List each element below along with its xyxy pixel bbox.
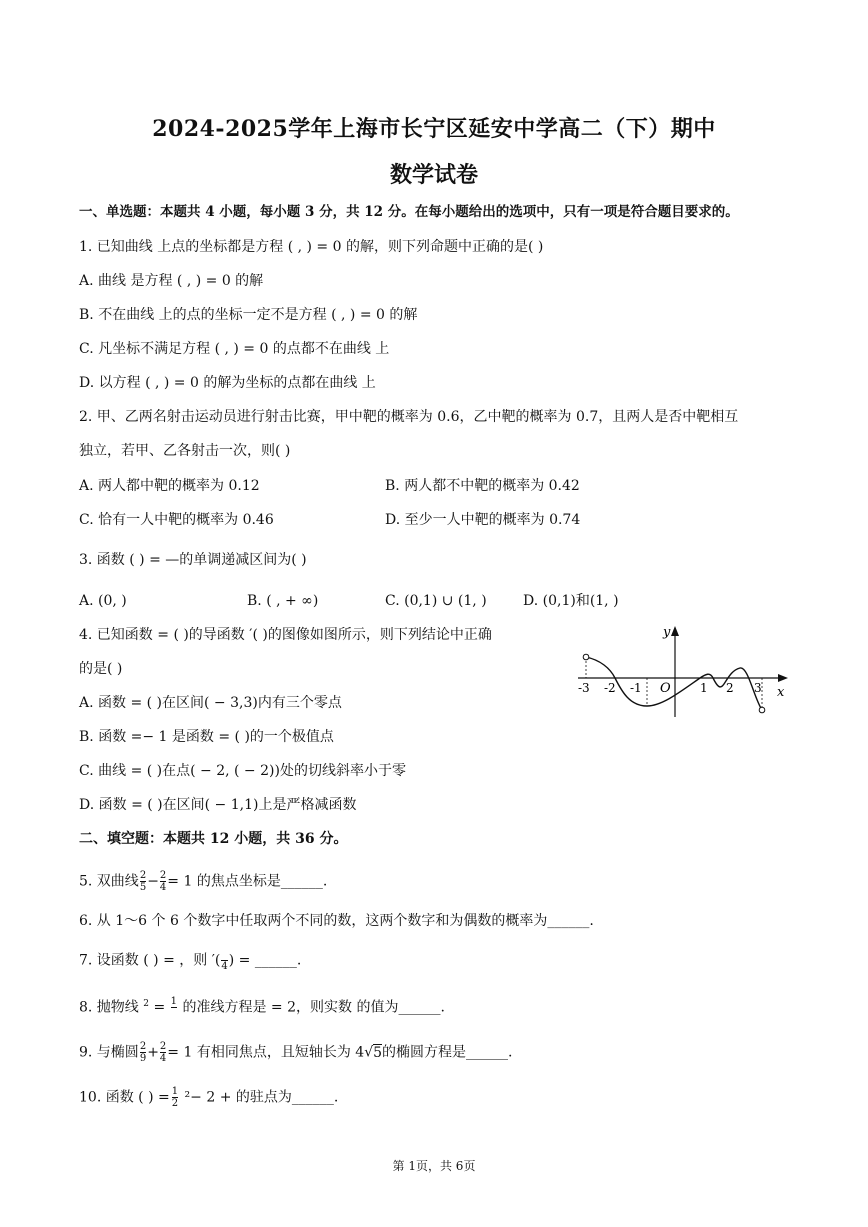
- q4-option-a: A. 函数 = ( )在区间( − 3,3)内有三个零点: [79, 695, 342, 711]
- section2-heading: 二、填空题：本题共 12 小题，共 36 分。: [79, 831, 348, 847]
- y-axis-label: y: [663, 625, 671, 640]
- q4-option-d: D. 函数 = ( )在区间( − 1,1)上是严格减函数: [79, 797, 357, 813]
- q10-post: ²− 2 + 的驻点为______.: [180, 1089, 339, 1106]
- q8-pre: 8. 抛物线: [79, 999, 144, 1016]
- q1-option-c: C. 凡坐标不满足方程 ( , ) = 0 的点都不在曲线 上: [79, 341, 390, 357]
- q9-radicand: 5: [373, 1044, 383, 1061]
- q8-fraction: 1: [171, 996, 177, 1019]
- q8-post: 的准线方程是 = 2，则实数 的值为______.: [178, 999, 445, 1016]
- section1-heading: 一、单选题：本题共 4 小题，每小题 3 分，共 12 分。在每小题给出的选项中，只有一项是符合题目要求的。: [79, 204, 739, 220]
- q4-stem-line2: 的是( ): [79, 661, 123, 677]
- q9-pre: 9. 与椭圆: [79, 1044, 139, 1061]
- q8-equals: =: [149, 999, 170, 1016]
- q2-stem-line1: 2. 甲、乙两名射击运动员进行射击比赛，甲中靶的概率为 0.6，乙中靶的概率为 0.7，且两人是否中靶相互: [79, 409, 739, 425]
- q9: [79, 1041, 513, 1064]
- q7-fraction: 4: [221, 961, 228, 972]
- q2-option-d: D. 至少一人中靶的概率为 0.74: [385, 512, 581, 528]
- q9-post2: 的椭圆方程是______.: [382, 1044, 513, 1061]
- q2-option-b: B. 两人都不中靶的概率为 0.42: [385, 478, 580, 494]
- q8-exponent: 2: [143, 999, 149, 1009]
- origin-label: O: [660, 681, 671, 696]
- tick-label: 1: [700, 681, 708, 695]
- page-subtitle: 数学试卷: [389, 162, 478, 188]
- q9-fraction-2: $\frac{2}{4}$: [159, 1041, 167, 1064]
- q10-pre: 10. 函数 ( ) =: [79, 1089, 170, 1106]
- q5-minus: −: [147, 873, 159, 890]
- q2-option-c: C. 恰有一人中靶的概率为 0.46: [79, 512, 274, 528]
- open-endpoint: [583, 654, 589, 660]
- q2-option-a: A. 两人都中靶的概率为 0.12: [79, 478, 260, 494]
- q8: [79, 994, 445, 1019]
- sqrt-symbol: √: [364, 1044, 374, 1061]
- tick-label: 3: [754, 681, 762, 695]
- x-axis-label: x: [777, 685, 785, 700]
- y-axis-arrow: [671, 626, 679, 636]
- q1-option-a: A. 曲线 是方程 ( , ) = 0 的解: [79, 273, 264, 289]
- page-title: 2024-2025学年上海市长宁区延安中学高二（下）期中: [152, 116, 716, 142]
- page-footer: 第 1页，共 6页: [392, 1159, 476, 1173]
- q5: [79, 870, 327, 893]
- q5-fraction-1: $\frac{2}{5}$: [139, 870, 147, 893]
- q9-post1: = 1 有相同焦点，且短轴长为 4: [167, 1044, 365, 1061]
- q7: [79, 949, 301, 972]
- open-endpoint: [759, 707, 765, 713]
- tick-label: -2: [604, 681, 616, 695]
- q3-option-c: C. (0,1) ∪ (1, ): [385, 593, 487, 609]
- tick-label: 2: [726, 681, 734, 695]
- q4-stem-line1: 4. 已知函数 = ( )的导函数 ′( )的图像如图所示，则下列结论中正确: [79, 627, 492, 643]
- q1-option-b: B. 不在曲线 上的点的坐标一定不是方程 ( , ) = 0 的解: [79, 307, 418, 323]
- q2-stem-line2: 独立，若甲、乙各射击一次，则( ): [79, 443, 291, 459]
- tick-label: -1: [630, 681, 642, 695]
- x-axis-arrow: [778, 674, 788, 682]
- q4-derivative-graph: [570, 620, 795, 720]
- q5-fraction-2: $\frac{2}{4}$: [159, 870, 167, 893]
- q5-pre: 5. 双曲线: [79, 873, 139, 890]
- q1-option-d: D. 以方程 ( , ) = 0 的解为坐标的点都在曲线 上: [79, 375, 376, 391]
- q10-fraction: $\frac{1}{2}$: [171, 1086, 179, 1109]
- tick-label: -3: [578, 681, 590, 695]
- q3-option-b: B. ( , + ∞): [247, 593, 319, 609]
- q3-option-a: A. (0, ): [79, 593, 127, 609]
- q6: 6. 从 1～6 个 6 个数字中任取两个不同的数，这两个数字和为偶数的概率为______.: [79, 913, 594, 929]
- q9-plus: +: [147, 1044, 159, 1061]
- q3-option-d: D. (0,1)和(1, ): [523, 593, 619, 609]
- q1-stem: 1. 已知曲线 上点的坐标都是方程 ( , ) = 0 的解，则下列命题中正确的是( ): [79, 239, 544, 255]
- q7-pre: 7. 设函数 ( ) = ，则 ′(: [79, 952, 221, 969]
- q5-post: = 1 的焦点坐标是______.: [167, 873, 328, 890]
- q4-option-b: B. 函数 =− 1 是函数 = ( )的一个极值点: [79, 729, 334, 745]
- q7-post: ) = ______.: [228, 952, 302, 969]
- q4-option-c: C. 曲线 = ( )在点( − 2, ( − 2))处的切线斜率小于零: [79, 763, 406, 779]
- q10: [79, 1086, 338, 1109]
- q9-fraction-1: $\frac{2}{9}$: [139, 1041, 147, 1064]
- q3-stem: 3. 函数 ( ) = —的单调递减区间为( ): [79, 552, 307, 568]
